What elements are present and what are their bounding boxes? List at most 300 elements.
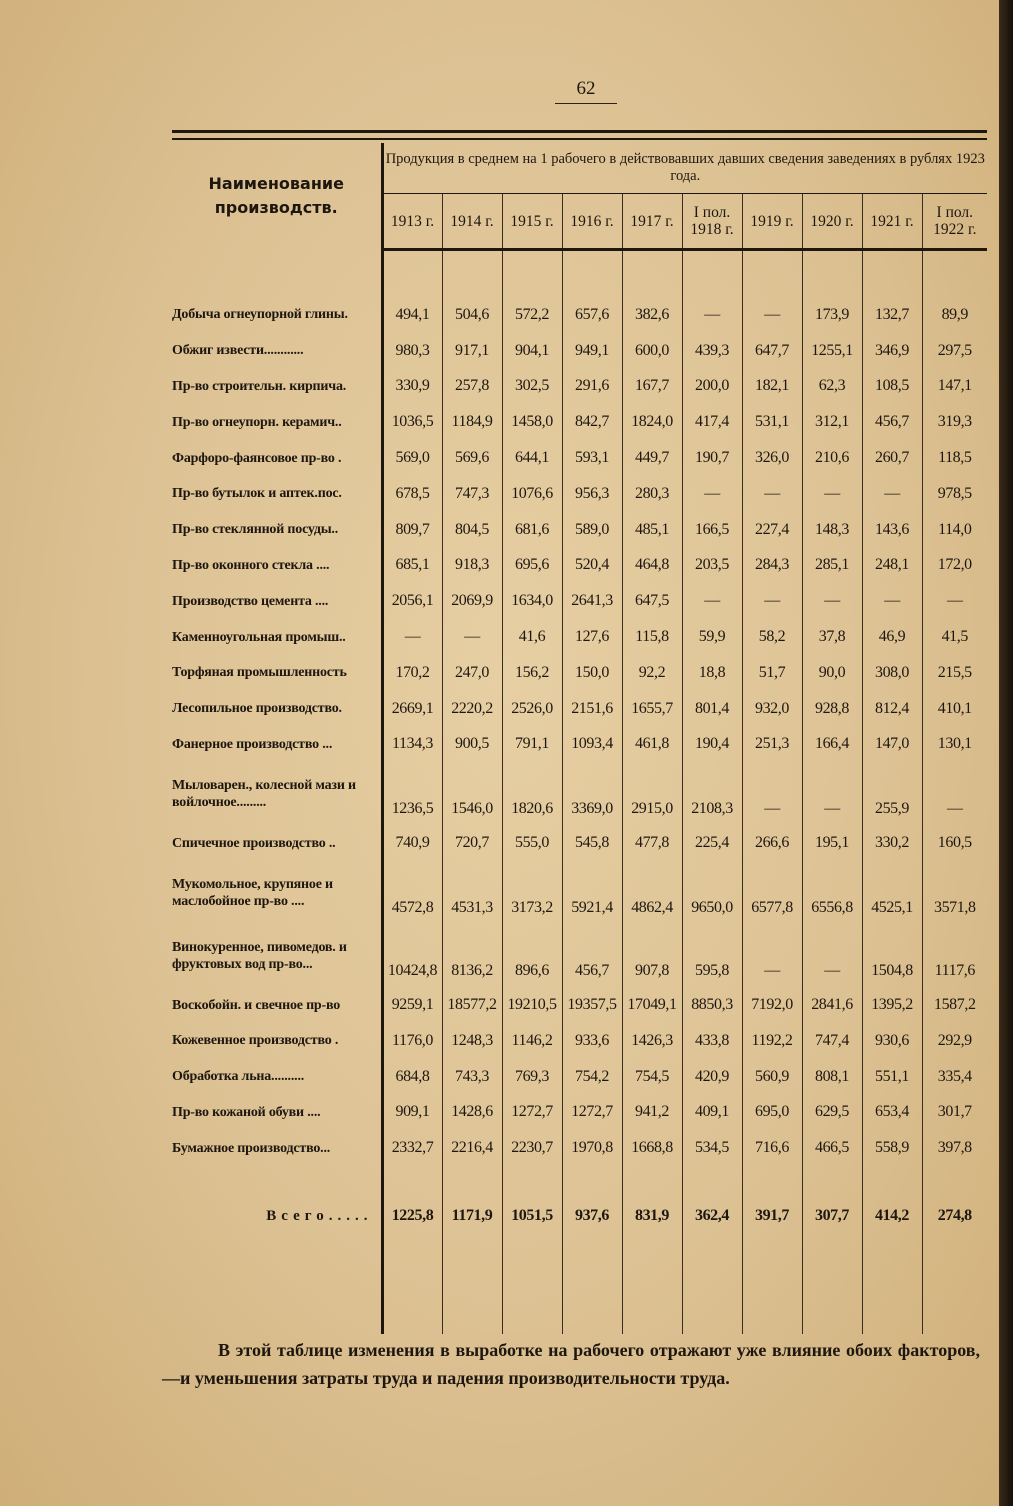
value-cell: 754,5	[622, 1059, 682, 1095]
value-cell: —	[742, 297, 802, 333]
empty-cell	[382, 1266, 442, 1334]
value-cell: 1117,6	[922, 924, 987, 987]
table-row	[172, 1023, 987, 1059]
value-cell: 560,9	[742, 1059, 802, 1095]
value-cell: —	[862, 476, 922, 512]
year-header: I пол. 1918 г.	[682, 194, 742, 250]
value-cell: 143,6	[862, 512, 922, 548]
value-cell: 18,8	[682, 655, 742, 691]
value-cell: 804,5	[442, 512, 502, 548]
year-header: 1917 г.	[622, 194, 682, 250]
value-cell: 114,0	[922, 512, 987, 548]
table-row	[172, 297, 987, 333]
empty-cell	[742, 250, 802, 298]
page-edge-shadow	[999, 0, 1013, 1506]
row-label: Мыловарен., колесной мази и войлочное.........	[172, 762, 382, 825]
value-cell: 647,7	[742, 333, 802, 369]
value-cell: 156,2	[502, 655, 562, 691]
value-cell: 743,3	[442, 1059, 502, 1095]
value-cell: 716,6	[742, 1130, 802, 1166]
value-cell: 284,3	[742, 548, 802, 584]
value-cell: —	[802, 762, 862, 825]
empty-cell	[682, 1266, 742, 1334]
value-cell: 558,9	[862, 1130, 922, 1166]
row-label: Фарфоро-фаянсовое пр-во .	[172, 440, 382, 476]
value-cell: 420,9	[682, 1059, 742, 1095]
value-cell: 1171,9	[442, 1166, 502, 1266]
value-cell: 980,3	[395, 341, 430, 359]
value-cell: 255,9	[862, 762, 922, 825]
value-cell: 203,5	[682, 548, 742, 584]
value-cell: 3173,2	[502, 861, 562, 924]
value-cell: —	[862, 583, 922, 619]
year-header: I пол. 1922 г.	[922, 194, 987, 250]
row-label: Производство цемента ....	[172, 583, 382, 619]
value-cell: 115,8	[622, 619, 682, 655]
empty-cell	[382, 250, 442, 298]
footer-paragraph: В этой таблице изменения в выработке на рабочего отражают уже влияние обоих факторов,—и уменьшения затраты труда и падения производительности труда.	[162, 1340, 980, 1388]
value-cell: 647,5	[622, 583, 682, 619]
value-cell: 10424,8	[387, 962, 438, 980]
value-cell: 2230,7	[502, 1130, 562, 1166]
value-cell: 531,1	[742, 404, 802, 440]
row-label: Каменноугольная промыш..	[172, 619, 382, 655]
value-cell: —	[742, 476, 802, 512]
row-label: Пр-во кожаной обуви ....	[172, 1095, 382, 1131]
empty-cell	[922, 1266, 987, 1334]
value-cell: 8136,2	[442, 924, 502, 987]
value-cell: —	[922, 762, 987, 825]
total-row	[172, 1166, 987, 1266]
value-cell: 932,0	[742, 691, 802, 727]
value-cell: 551,1	[862, 1059, 922, 1095]
table-row	[172, 512, 987, 548]
value-cell: 937,6	[562, 1166, 622, 1266]
value-cell: 1225,8	[391, 1207, 434, 1225]
value-cell: 248,1	[862, 548, 922, 584]
value-cell: 362,4	[682, 1166, 742, 1266]
year-header: 1919 г.	[742, 194, 802, 250]
value-cell: 720,7	[442, 825, 502, 861]
value-cell: 285,1	[802, 548, 862, 584]
value-cell: 397,8	[922, 1130, 987, 1166]
production-table	[172, 143, 987, 1334]
row-label: Пр-во огнеупорн. керамич..	[172, 404, 382, 440]
empty-cell	[862, 250, 922, 298]
empty-cell	[502, 250, 562, 298]
value-cell: 695,0	[742, 1095, 802, 1131]
value-cell: 1134,3	[391, 735, 433, 753]
value-cell: 485,1	[622, 512, 682, 548]
value-cell: 147,0	[862, 727, 922, 763]
name-column-header-text: Наименование производств.	[208, 174, 344, 218]
value-cell: 747,3	[442, 476, 502, 512]
value-cell: 260,7	[862, 440, 922, 476]
value-cell: 1546,0	[442, 762, 502, 825]
value-cell: 132,7	[862, 297, 922, 333]
value-cell: 740,9	[395, 834, 430, 852]
row-label: Торфяная промышленность	[172, 655, 382, 691]
value-cell: —	[742, 924, 802, 987]
value-cell: 595,8	[682, 924, 742, 987]
value-cell: 1076,6	[502, 476, 562, 512]
table-row	[172, 1095, 987, 1131]
value-cell: —	[742, 762, 802, 825]
value-cell: 108,5	[862, 369, 922, 405]
page-number: 62	[555, 78, 617, 104]
table-row	[172, 655, 987, 691]
value-cell: 2332,7	[391, 1139, 434, 1157]
year-header: 1921 г.	[862, 194, 922, 250]
empty-cell	[502, 1266, 562, 1334]
year-header: 1914 г.	[442, 194, 502, 250]
value-cell: 941,2	[622, 1095, 682, 1131]
value-cell: 118,5	[922, 440, 987, 476]
value-cell: 685,1	[395, 556, 430, 574]
value-cell: 147,1	[922, 369, 987, 405]
value-cell: 1184,9	[442, 404, 502, 440]
value-cell: 904,1	[502, 333, 562, 369]
table-row	[172, 924, 987, 987]
value-cell: 918,3	[442, 548, 502, 584]
value-cell: 1668,8	[622, 1130, 682, 1166]
value-cell: 6577,8	[742, 861, 802, 924]
value-cell: 2069,9	[442, 583, 502, 619]
value-cell: 210,6	[802, 440, 862, 476]
value-cell: 831,9	[622, 1166, 682, 1266]
value-cell: 1036,5	[391, 413, 434, 431]
value-cell: 302,5	[502, 369, 562, 405]
value-cell: 280,3	[622, 476, 682, 512]
value-cell: 572,2	[502, 297, 562, 333]
row-label: Спичечное производство ..	[172, 825, 382, 861]
value-cell: 900,5	[442, 727, 502, 763]
top-rule-thick	[172, 130, 987, 133]
value-cell: 227,4	[742, 512, 802, 548]
value-cell: 330,9	[395, 377, 430, 395]
value-cell: 3571,8	[922, 861, 987, 924]
table-row	[172, 1130, 987, 1166]
value-cell: 569,6	[442, 440, 502, 476]
row-label: Воскобойн. и свечное пр-во	[172, 987, 382, 1023]
row-label: Пр-во оконного стекла ....	[172, 548, 382, 584]
value-cell: —	[442, 619, 502, 655]
value-cell: 215,5	[922, 655, 987, 691]
value-cell: 1970,8	[562, 1130, 622, 1166]
value-cell: 4531,3	[442, 861, 502, 924]
value-cell: 297,5	[922, 333, 987, 369]
value-cell: 808,1	[802, 1059, 862, 1095]
value-cell: 464,8	[622, 548, 682, 584]
value-cell: 148,3	[802, 512, 862, 548]
value-cell: 812,4	[862, 691, 922, 727]
value-cell: 190,7	[682, 440, 742, 476]
value-cell: 600,0	[622, 333, 682, 369]
value-cell: 2915,0	[622, 762, 682, 825]
value-cell: 2108,3	[682, 762, 742, 825]
value-cell: 312,1	[802, 404, 862, 440]
value-cell: 933,6	[562, 1023, 622, 1059]
row-label: Кожевенное производство .	[172, 1023, 382, 1059]
value-cell: —	[682, 583, 742, 619]
value-cell: 1824,0	[622, 404, 682, 440]
value-cell: 466,5	[802, 1130, 862, 1166]
table-row	[172, 861, 987, 924]
value-cell: 3369,0	[562, 762, 622, 825]
value-cell: 291,6	[562, 369, 622, 405]
row-label: Винокуренное, пивомедов. и фруктовых вод пр-во...	[172, 924, 382, 987]
value-cell: —	[802, 583, 862, 619]
value-cell: 19210,5	[502, 987, 562, 1023]
value-cell: 1248,3	[442, 1023, 502, 1059]
value-cell: 37,8	[802, 619, 862, 655]
value-cell: 449,7	[622, 440, 682, 476]
value-cell: 769,3	[502, 1059, 562, 1095]
value-cell: 1426,3	[622, 1023, 682, 1059]
empty-cell	[922, 250, 987, 298]
empty-cell	[172, 1266, 382, 1334]
row-label: Добыча огнеупорной глины.	[172, 297, 382, 333]
value-cell: 330,2	[862, 825, 922, 861]
empty-cell	[562, 250, 622, 298]
table-row	[172, 404, 987, 440]
value-cell: 51,7	[742, 655, 802, 691]
table-row	[172, 619, 987, 655]
value-cell: 593,1	[562, 440, 622, 476]
value-cell: 410,1	[922, 691, 987, 727]
value-cell: 2216,4	[442, 1130, 502, 1166]
value-cell: 842,7	[562, 404, 622, 440]
value-cell: 391,7	[742, 1166, 802, 1266]
value-cell: 1176,0	[391, 1031, 433, 1049]
table-row	[172, 987, 987, 1023]
value-cell: 456,7	[562, 924, 622, 987]
empty-cell	[562, 1266, 622, 1334]
value-cell: 8850,3	[682, 987, 742, 1023]
value-cell: 346,9	[862, 333, 922, 369]
value-cell: 173,9	[802, 297, 862, 333]
value-cell: —	[682, 297, 742, 333]
value-cell: 1146,2	[502, 1023, 562, 1059]
year-header: 1913 г.	[382, 194, 442, 250]
value-cell: 160,5	[922, 825, 987, 861]
value-cell: 90,0	[802, 655, 862, 691]
empty-cell	[802, 1266, 862, 1334]
value-cell: 949,1	[562, 333, 622, 369]
year-header: 1920 г.	[802, 194, 862, 250]
value-cell: 326,0	[742, 440, 802, 476]
value-cell: 150,0	[562, 655, 622, 691]
value-cell: 456,7	[862, 404, 922, 440]
value-cell: 1820,6	[502, 762, 562, 825]
value-cell: 534,5	[682, 1130, 742, 1166]
table-row	[172, 548, 987, 584]
value-cell: 18577,2	[442, 987, 502, 1023]
value-cell: 1093,4	[562, 727, 622, 763]
value-cell: 2151,6	[562, 691, 622, 727]
value-cell: 928,8	[802, 691, 862, 727]
table-row	[172, 1059, 987, 1095]
value-cell: —	[404, 628, 421, 646]
value-cell: 1504,8	[862, 924, 922, 987]
value-cell: 909,1	[395, 1103, 430, 1121]
empty-cell	[802, 250, 862, 298]
value-cell: —	[922, 583, 987, 619]
value-cell: 274,8	[922, 1166, 987, 1266]
value-cell: 46,9	[862, 619, 922, 655]
value-cell: 1634,0	[502, 583, 562, 619]
value-cell: 17049,1	[622, 987, 682, 1023]
value-cell: 896,6	[502, 924, 562, 987]
empty-cell	[682, 250, 742, 298]
table-row	[172, 691, 987, 727]
empty-cell	[742, 1266, 802, 1334]
value-cell: 182,1	[742, 369, 802, 405]
value-cell: 409,1	[682, 1095, 742, 1131]
empty-cell	[172, 250, 382, 298]
value-cell: 166,4	[802, 727, 862, 763]
value-cell: 629,5	[802, 1095, 862, 1131]
value-cell: 382,6	[622, 297, 682, 333]
value-cell: 247,0	[442, 655, 502, 691]
table-row	[172, 727, 987, 763]
value-cell: 569,0	[395, 449, 430, 467]
row-label: Лесопильное производство.	[172, 691, 382, 727]
empty-cell	[622, 250, 682, 298]
value-cell: 1587,2	[922, 987, 987, 1023]
value-cell: 5921,4	[562, 861, 622, 924]
value-cell: 907,8	[622, 924, 682, 987]
value-cell: 917,1	[442, 333, 502, 369]
value-cell: 747,4	[802, 1023, 862, 1059]
table-row	[172, 369, 987, 405]
empty-cell	[862, 1266, 922, 1334]
value-cell: 809,7	[395, 520, 430, 538]
value-cell: 167,7	[622, 369, 682, 405]
value-cell: 166,5	[682, 512, 742, 548]
value-cell: 2669,1	[391, 699, 434, 717]
value-cell: 695,6	[502, 548, 562, 584]
value-cell: 4572,8	[391, 899, 434, 917]
row-label: Мукомольное, крупяное и маслобойное пр-во ....	[172, 861, 382, 924]
value-cell: 335,4	[922, 1059, 987, 1095]
value-cell: 439,3	[682, 333, 742, 369]
value-cell: 130,1	[922, 727, 987, 763]
value-cell: 657,6	[562, 297, 622, 333]
value-cell: 58,2	[742, 619, 802, 655]
value-cell: 2641,3	[562, 583, 622, 619]
value-cell: 545,8	[562, 825, 622, 861]
value-cell: 62,3	[802, 369, 862, 405]
row-label: Фанерное производство ...	[172, 727, 382, 763]
value-cell: 195,1	[802, 825, 862, 861]
empty-cell	[442, 1266, 502, 1334]
value-cell: 1051,5	[502, 1166, 562, 1266]
value-cell: 653,4	[862, 1095, 922, 1131]
value-cell: 1272,7	[502, 1095, 562, 1131]
value-cell: 494,1	[395, 305, 430, 323]
value-cell: 1255,1	[802, 333, 862, 369]
value-cell: 170,2	[395, 663, 430, 681]
row-label: Бумажное производство...	[172, 1130, 382, 1166]
value-cell: 801,4	[682, 691, 742, 727]
value-cell: 2841,6	[802, 987, 862, 1023]
value-cell: 520,4	[562, 548, 622, 584]
row-label: Пр-во бутылок и аптек.пос.	[172, 476, 382, 512]
table-row	[172, 440, 987, 476]
value-cell: 292,9	[922, 1023, 987, 1059]
value-cell: 19357,5	[562, 987, 622, 1023]
value-cell: 1272,7	[562, 1095, 622, 1131]
value-cell: 319,3	[922, 404, 987, 440]
value-cell: 681,6	[502, 512, 562, 548]
value-cell: 307,7	[802, 1166, 862, 1266]
value-cell: 92,2	[622, 655, 682, 691]
value-cell: 978,5	[922, 476, 987, 512]
value-cell: —	[742, 583, 802, 619]
value-cell: 1458,0	[502, 404, 562, 440]
year-header: 1916 г.	[562, 194, 622, 250]
value-cell: 266,6	[742, 825, 802, 861]
value-cell: 4525,1	[862, 861, 922, 924]
value-cell: 200,0	[682, 369, 742, 405]
value-cell: 555,0	[502, 825, 562, 861]
top-rule-thin	[172, 138, 987, 140]
table-row	[172, 762, 987, 825]
value-cell: 1236,5	[391, 800, 434, 818]
value-cell: 589,0	[562, 512, 622, 548]
value-cell: 504,6	[442, 297, 502, 333]
value-cell: 644,1	[502, 440, 562, 476]
value-cell: 9650,0	[682, 861, 742, 924]
value-cell: 251,3	[742, 727, 802, 763]
value-cell: 2526,0	[502, 691, 562, 727]
year-header: 1915 г.	[502, 194, 562, 250]
value-cell: 7192,0	[742, 987, 802, 1023]
value-cell: —	[802, 476, 862, 512]
table-row	[172, 825, 987, 861]
value-cell: 257,8	[442, 369, 502, 405]
empty-cell	[442, 250, 502, 298]
row-label: Пр-во строительн. кирпича.	[172, 369, 382, 405]
value-cell: 1655,7	[622, 691, 682, 727]
value-cell: 2056,1	[391, 592, 434, 610]
value-cell: 477,8	[622, 825, 682, 861]
value-cell: —	[802, 924, 862, 987]
table-spacer-row	[172, 250, 987, 298]
name-column-header	[172, 143, 382, 250]
value-cell: 89,9	[922, 297, 987, 333]
value-cell: 6556,8	[802, 861, 862, 924]
table-end-row	[172, 1266, 987, 1334]
value-cell: 956,3	[562, 476, 622, 512]
value-cell: 433,8	[682, 1023, 742, 1059]
value-cell: 684,8	[395, 1067, 430, 1085]
row-label: Всего.....	[172, 1166, 382, 1266]
value-cell: 2220,2	[442, 691, 502, 727]
value-cell: 59,9	[682, 619, 742, 655]
value-cell: 301,7	[922, 1095, 987, 1131]
table-row	[172, 583, 987, 619]
value-cell: 308,0	[862, 655, 922, 691]
value-cell: —	[682, 476, 742, 512]
value-cell: 1192,2	[742, 1023, 802, 1059]
value-cell: 930,6	[862, 1023, 922, 1059]
value-cell: 1395,2	[862, 987, 922, 1023]
table-row	[172, 333, 987, 369]
value-cell: 4862,4	[622, 861, 682, 924]
value-cell: 41,6	[502, 619, 562, 655]
